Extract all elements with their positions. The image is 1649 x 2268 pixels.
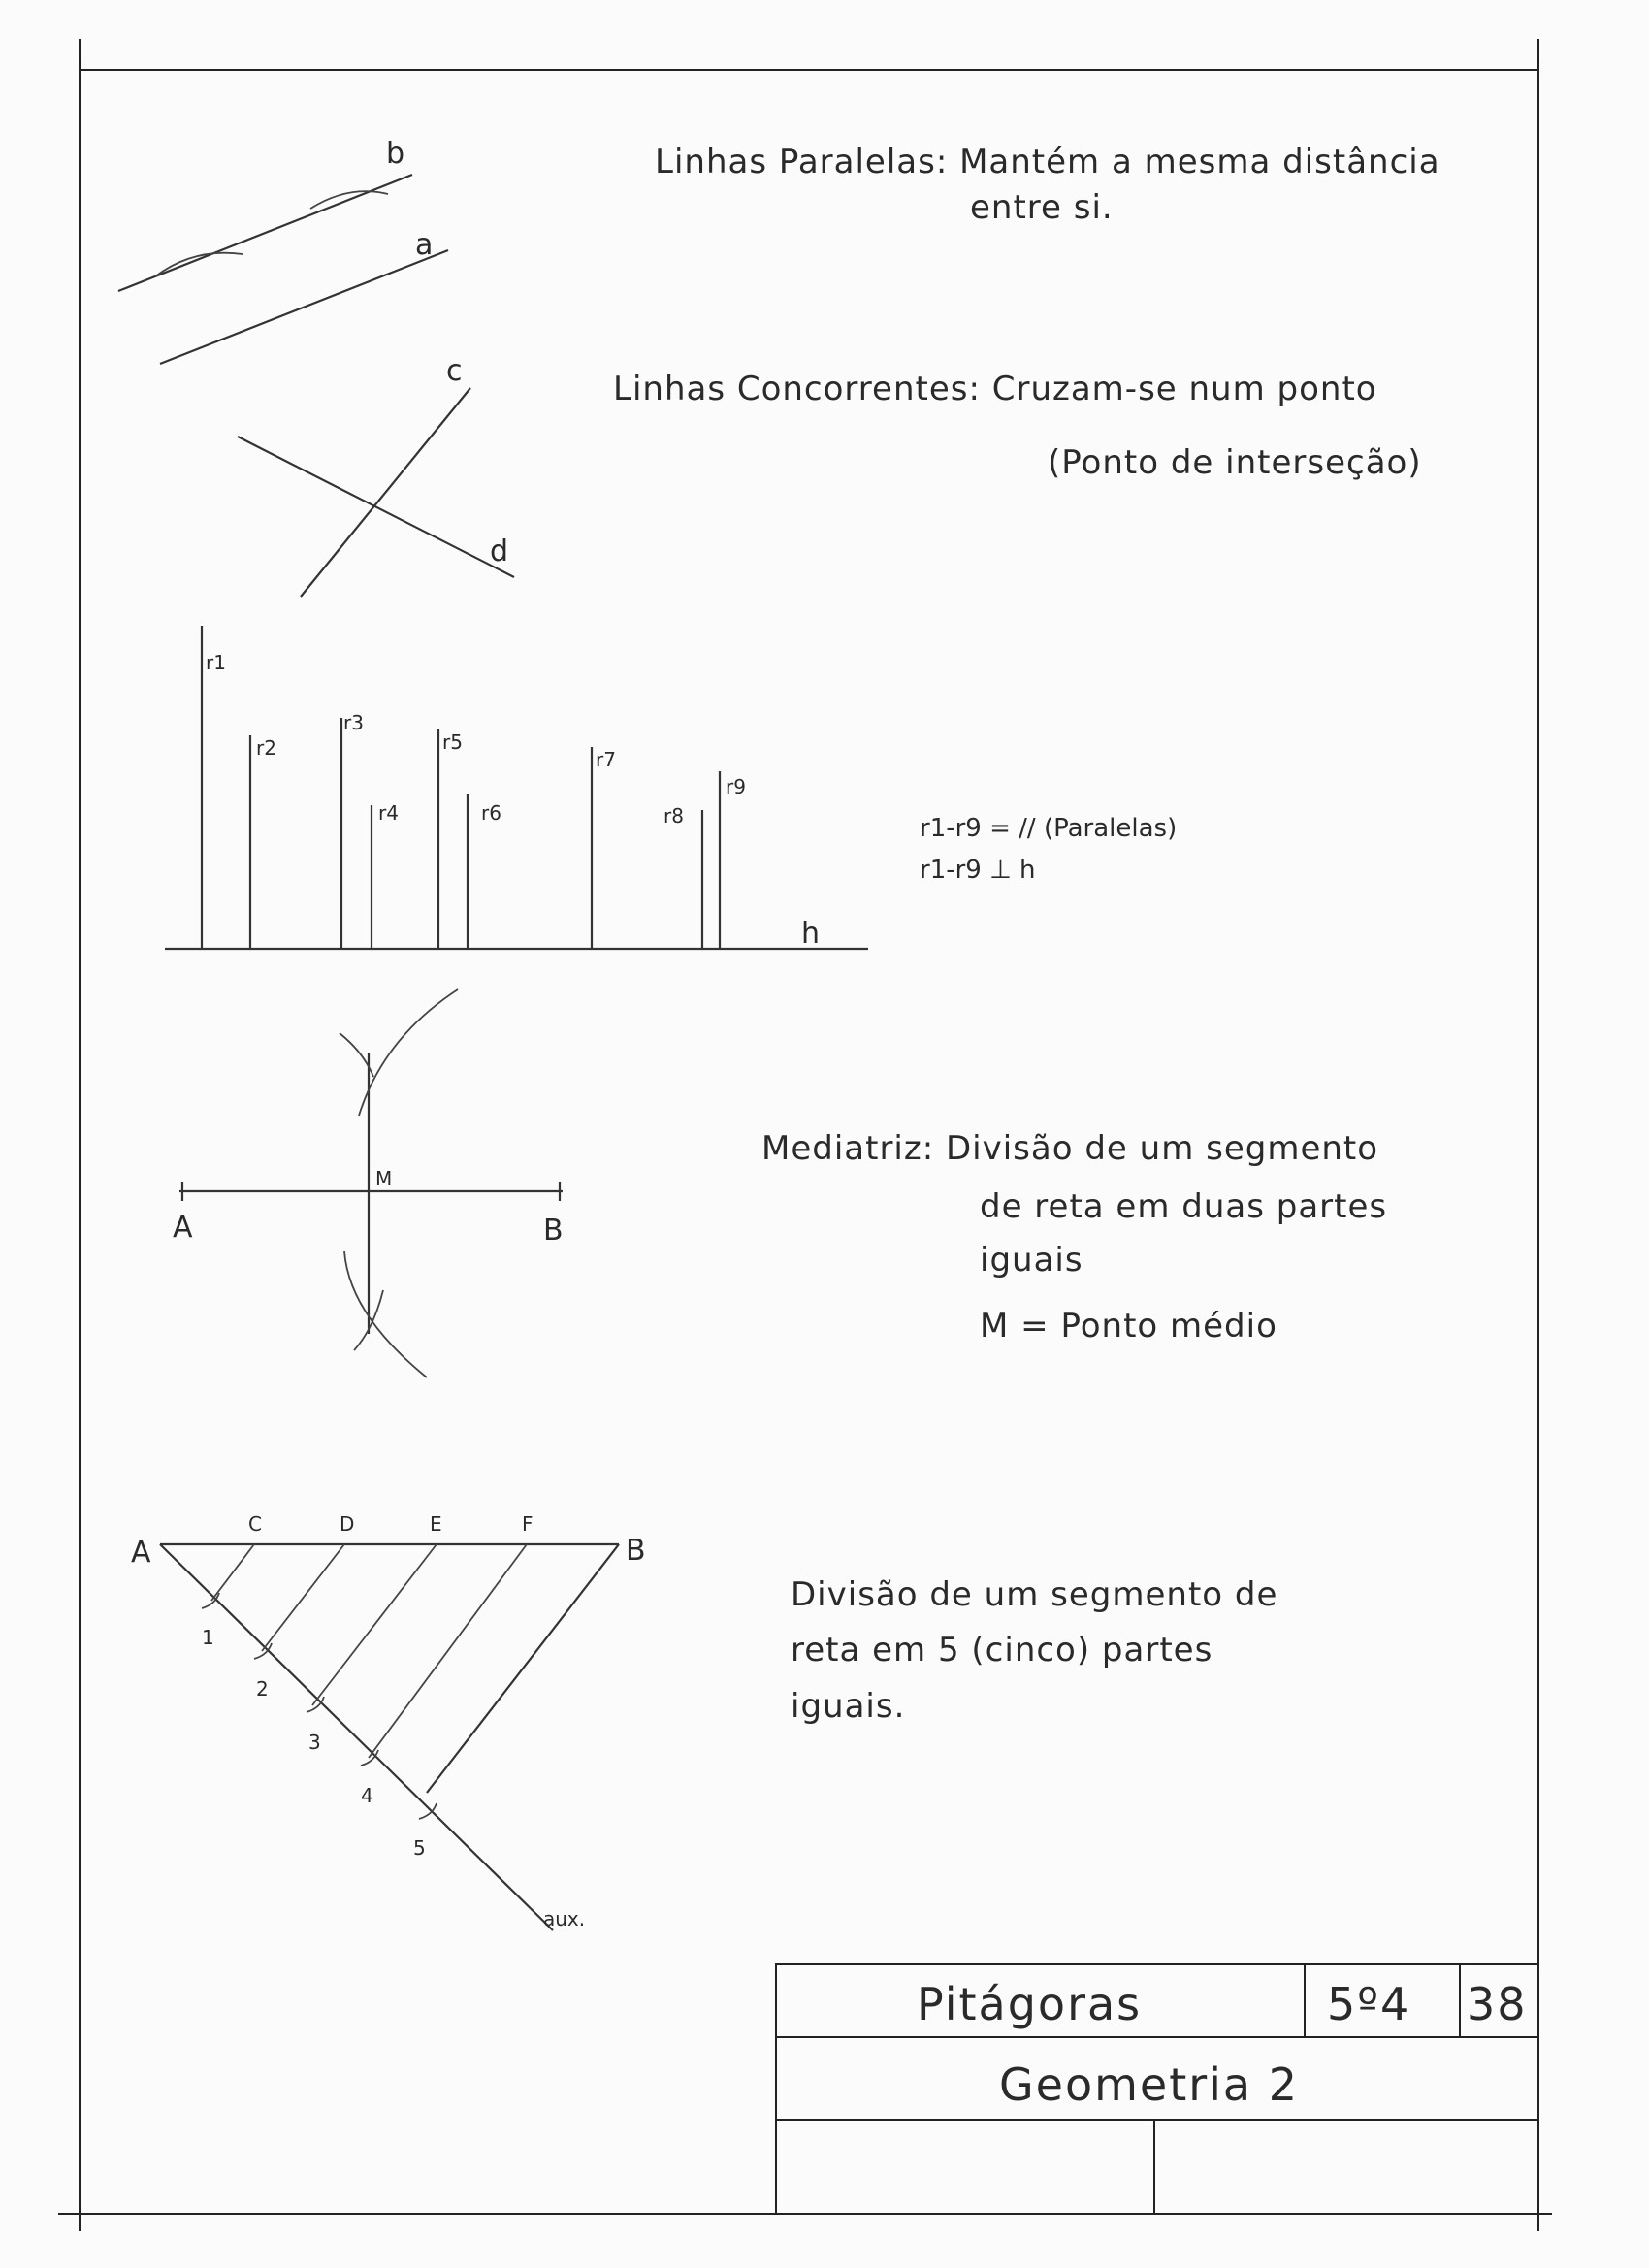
div-point-e-label: E	[430, 1512, 442, 1536]
mediatriz-note-line3: iguais	[980, 1241, 1083, 1280]
div-num-1: 1	[202, 1626, 214, 1649]
aux-label: aux.	[543, 1907, 586, 1930]
parallel-lines-figure	[118, 137, 448, 364]
r8-label: r8	[663, 804, 684, 827]
point-a-label: A	[173, 1211, 193, 1245]
title-block-number: 38	[1467, 1978, 1528, 2030]
r2-label: r2	[256, 736, 276, 760]
mediatriz-note-line1: Mediatriz: Divisão de um segmento	[761, 1129, 1379, 1168]
h-label: h	[801, 917, 821, 951]
mediatriz-note-line2: de reta em duas partes	[980, 1187, 1388, 1226]
div-num-3: 3	[308, 1731, 321, 1754]
divisao-note-line2: reta em 5 (cinco) partes	[791, 1631, 1213, 1669]
paralelas-note-line1: Linhas Paralelas: Mantém a mesma distância	[655, 143, 1440, 181]
point-m-label: M	[375, 1167, 393, 1190]
perpendicular-lines-figure	[165, 626, 868, 951]
div-point-d-label: D	[340, 1512, 355, 1536]
line-b-label: b	[386, 137, 405, 171]
r9-label: r9	[726, 775, 746, 798]
perpendicular-note-line1: r1-r9 = // (Paralelas)	[920, 814, 1178, 843]
concorrentes-note-line2: (Ponto de interseção)	[1048, 443, 1422, 482]
divisao-note-line1: Divisão de um segmento de	[791, 1575, 1278, 1614]
divisao-note-line3: iguais.	[791, 1687, 906, 1726]
title-block-class: 5º4	[1327, 1978, 1411, 2030]
r3-label: r3	[343, 711, 364, 734]
r5-label: r5	[442, 730, 463, 754]
concurrent-lines-figure	[238, 354, 514, 597]
div-num-5: 5	[413, 1836, 426, 1860]
div-point-c-label: C	[248, 1512, 262, 1536]
paralelas-note-line2: entre si.	[970, 188, 1114, 227]
mediatriz-figure	[173, 989, 564, 1377]
div-point-b-label: B	[626, 1534, 646, 1568]
perpendicular-note-line2: r1-r9 ⊥ h	[920, 856, 1036, 885]
div-num-4: 4	[361, 1784, 373, 1807]
div-point-f-label: F	[522, 1512, 534, 1536]
line-a-label: a	[415, 228, 434, 262]
r4-label: r4	[378, 801, 399, 825]
div-num-2: 2	[256, 1677, 269, 1701]
point-b-label: B	[543, 1214, 564, 1247]
line-d-label: d	[490, 535, 509, 568]
mediatriz-note-line4: M = Ponto médio	[980, 1307, 1277, 1345]
r6-label: r6	[481, 801, 501, 825]
title-block-subject: Geometria 2	[999, 2058, 1300, 2111]
concorrentes-note-line1: Linhas Concorrentes: Cruzam-se num ponto	[613, 370, 1377, 408]
line-c-label: c	[446, 354, 463, 388]
r7-label: r7	[596, 748, 616, 771]
div-point-a-label: A	[131, 1536, 151, 1570]
r1-label: r1	[206, 651, 226, 674]
division-figure	[131, 1512, 646, 1930]
title-block-name: Pitágoras	[917, 1978, 1143, 2030]
